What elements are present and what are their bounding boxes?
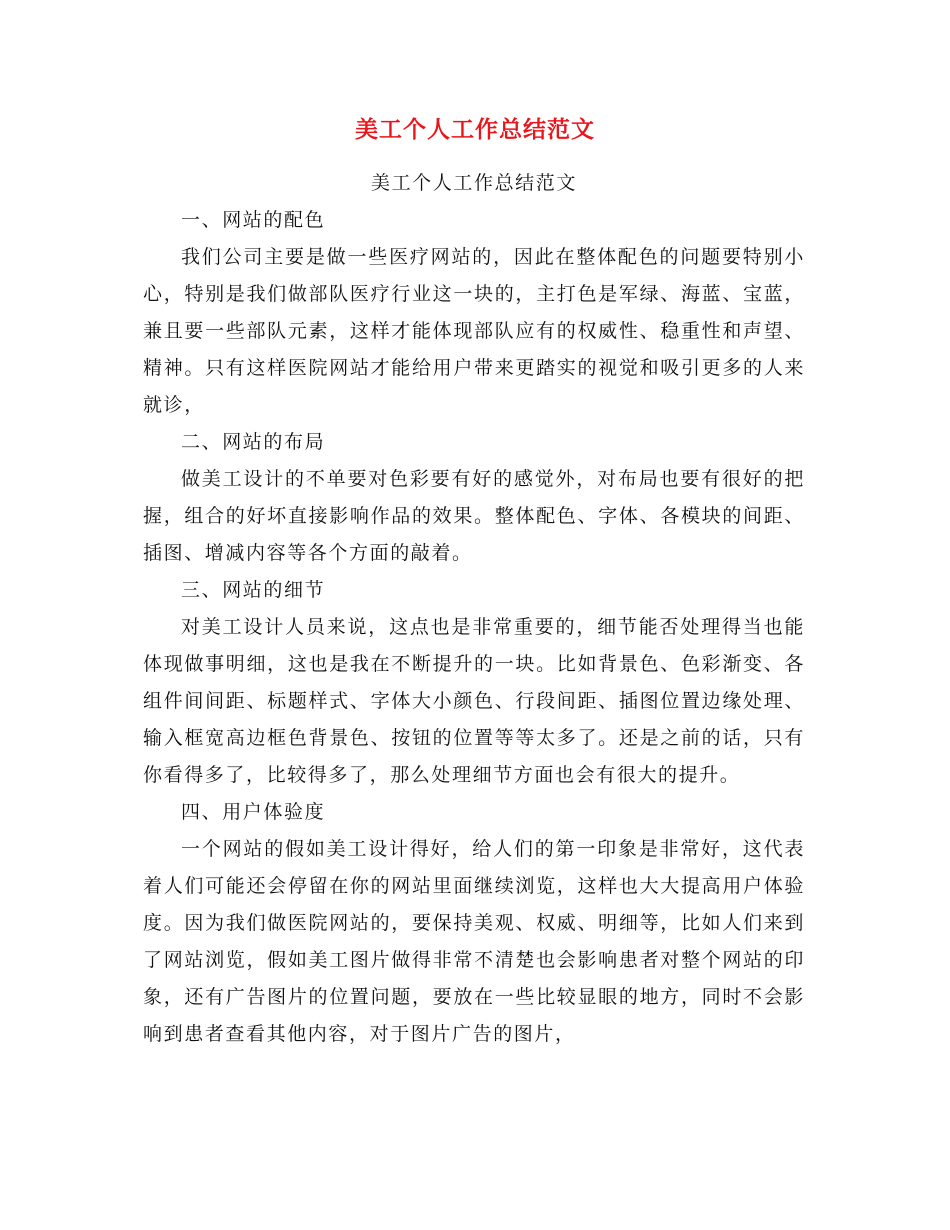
document-title: 美工个人工作总结范文 — [355, 116, 595, 143]
section-paragraph-details: 对美工设计人员来说，这点也是非常重要的，细节能否处理得当也能体现做事明细，这也是我在不断提升的一块。比如背景色、色彩渐变、各组件间间距、标题样式、字体大小颜色、行段间距、插图位置边缘处理、输入框宽高边框色背景色、按钮的位置等等太多了。还是之前的话，只有你看得多了，比较得多了，那么处理细节方面也会有很大的提升。 — [143, 616, 805, 786]
section-paragraph-user-experience: 一个网站的假如美工设计得好，给人们的第一印象是非常好，这代表着人们可能还会停留在你的网站里面继续浏览，这样也大大提高用户体验度。因为我们做医院网站的，要保持美观、权威、明细等，比如人们来到了网站浏览，假如美工图片做得非常不清楚也会影响患者对整个网站的印象，还有广告图片的位置问题，要放在一些比较显眼的地方，同时不会影响到患者查看其他内容，对于图片广告的图片， — [143, 838, 805, 1045]
document-body — [143, 165, 805, 1053]
section-heading-layout: 二、网站的布局 — [181, 431, 326, 453]
section-heading-user-experience: 四、用户体验度 — [181, 801, 326, 823]
section-heading-color-scheme: 一、网站的配色 — [181, 209, 326, 231]
section-heading-details: 三、网站的细节 — [181, 579, 326, 601]
section-paragraph-layout: 做美工设计的不单要对色彩要有好的感觉外，对布局也要有很好的把握，组合的好坏直接影响作品的效果。整体配色、字体、各模块的间距、插图、增减内容等各个方面的敲着。 — [143, 468, 805, 564]
document-subtitle: 美工个人工作总结范文 — [370, 172, 577, 194]
section-paragraph-color-scheme: 我们公司主要是做一些医疗网站的，因此在整体配色的问题要特别小心，特别是我们做部队医疗行业这一块的，主打色是军绿、海蓝、宝蓝，兼且要一些部队元素，这样才能体现部队应有的权威性、稳重性和声望、精神。只有这样医院网站才能给用户带来更踏实的视觉和吸引更多的人来就诊， — [143, 246, 805, 416]
